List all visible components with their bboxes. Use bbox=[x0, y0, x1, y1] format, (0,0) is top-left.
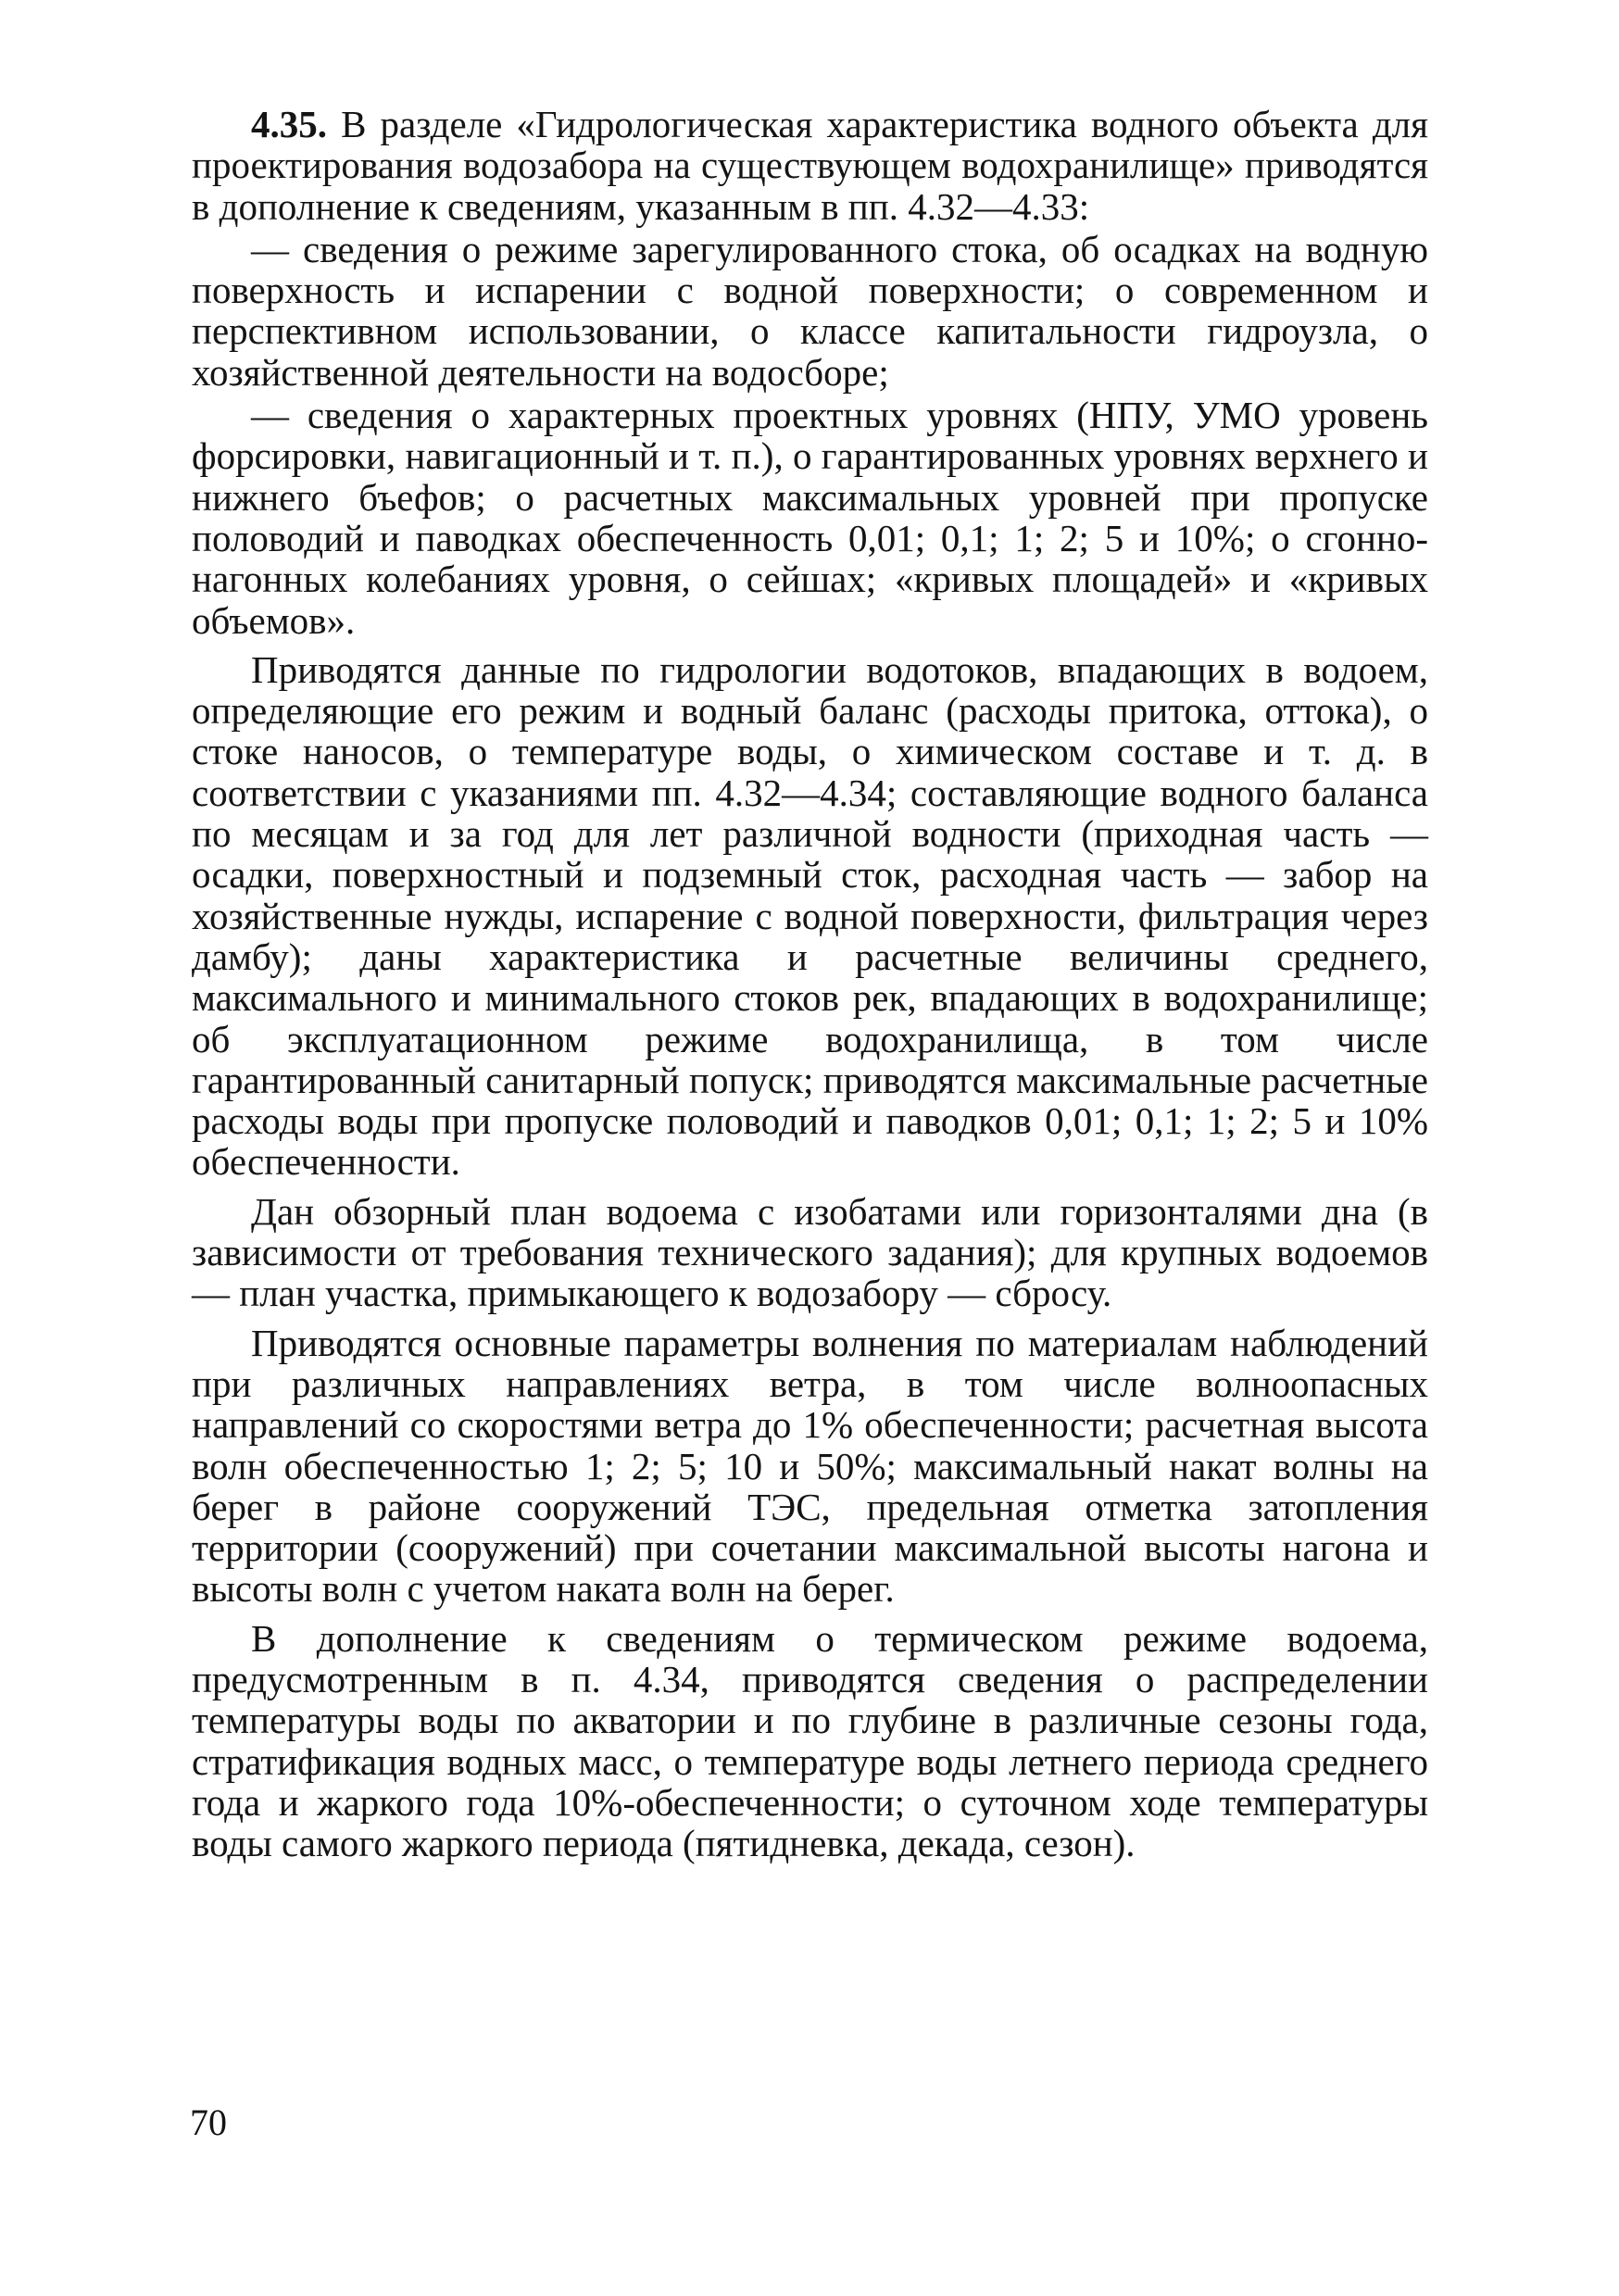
paragraph-dash-2: — сведения о характерных проектных уровнях (НПУ, УМО уровень форсировки, навигационный и т. п.), о гарантированных уровнях верхнего и нижнего бъефов; о расчетных максимальных уровней при пропуске половодий и паводках обеспеченность 0,01; 0,1; 1; 2; 5 и 10%; о сгонно-нагонных колебаниях уровня, о сейшах; «кривых площадей» и «кривых объемов». bbox=[192, 394, 1428, 642]
paragraph-thermal: В дополнение к сведениям о термическом режиме водоема, предусмотренным в п. 4.34, приводятся сведения о распределении температуры воды по акватории и по глубине в различные сезоны года, стратификация водных масс, о температуре воды летнего периода среднего года и жаркого года 10%-обеспеченности; о суточном ходе температуры воды самого жаркого периода (пятидневка, декада, сезон). bbox=[192, 1616, 1428, 1865]
paragraph-hydrology: Приводятся данные по гидрологии водотоков, впадающих в водоем, определяющие его режим и водный баланс (расходы притока, оттока), о стоке наносов, о температуре воды, о химическом составе и т. д. в соответствии с указаниями пп. 4.32—4.34; составляющие водного баланса по месяцам и за год для лет различной водности (приходная часть — осадки, поверхностный и подземный сток, расходная часть — забор на хозяйственные нужды, испарение с водной поверхности, фильтрация через дамбу); даны характеристика и расчетные величины среднего, максимального и минимального стоков рек, впадающих в водохранилище; об эксплуатационном режиме водохранилища, в том числе гарантированный санитарный попуск; приводятся максимальные расчетные расходы воды при пропуске половодий и паводков 0,01; 0,1; 1; 2; 5 и 10% обеспеченности. bbox=[192, 647, 1428, 1184]
document-body bbox=[192, 104, 1428, 1872]
section-number: 4.35. bbox=[251, 103, 327, 145]
paragraph-intro-text: В разделе «Гидрологическая характеристика водного объекта для проектирования водозабора на существующем водохранилище» приводятся в дополнение к сведениям, указанным в пп. 4.32—4.33: bbox=[192, 103, 1428, 228]
paragraph-intro bbox=[192, 104, 1428, 227]
paragraph-plan: Дан обзорный план водоема с изобатами или горизонталями дна (в зависимости от требования технического задания); для крупных водоемов — план участка, примыкающего к водозабору — сбросу. bbox=[192, 1189, 1428, 1315]
paragraph-dash-1: — сведения о режиме зарегулированного стока, об осадках на водную поверхность и испарении с водной поверхности; о современном и перспективном использовании, о классе капитальности гидроузла, о хозяйственной деятельности на водосборе; bbox=[192, 227, 1428, 394]
page-number: 70 bbox=[190, 2102, 227, 2143]
paragraph-waves: Приводятся основные параметры волнения по материалам наблюдений при различных направлениях ветра, в том числе волноопасных направлений со скоростями ветра до 1% обеспеченности; расчетная высота волн обеспеченностью 1; 2; 5; 10 и 50%; максимальный накат волны на берег в районе сооружений ТЭС, предельная отметка затопления территории (сооружений) при сочетании максимальной высоты нагона и высоты волн с учетом наката волн на берег. bbox=[192, 1321, 1428, 1611]
